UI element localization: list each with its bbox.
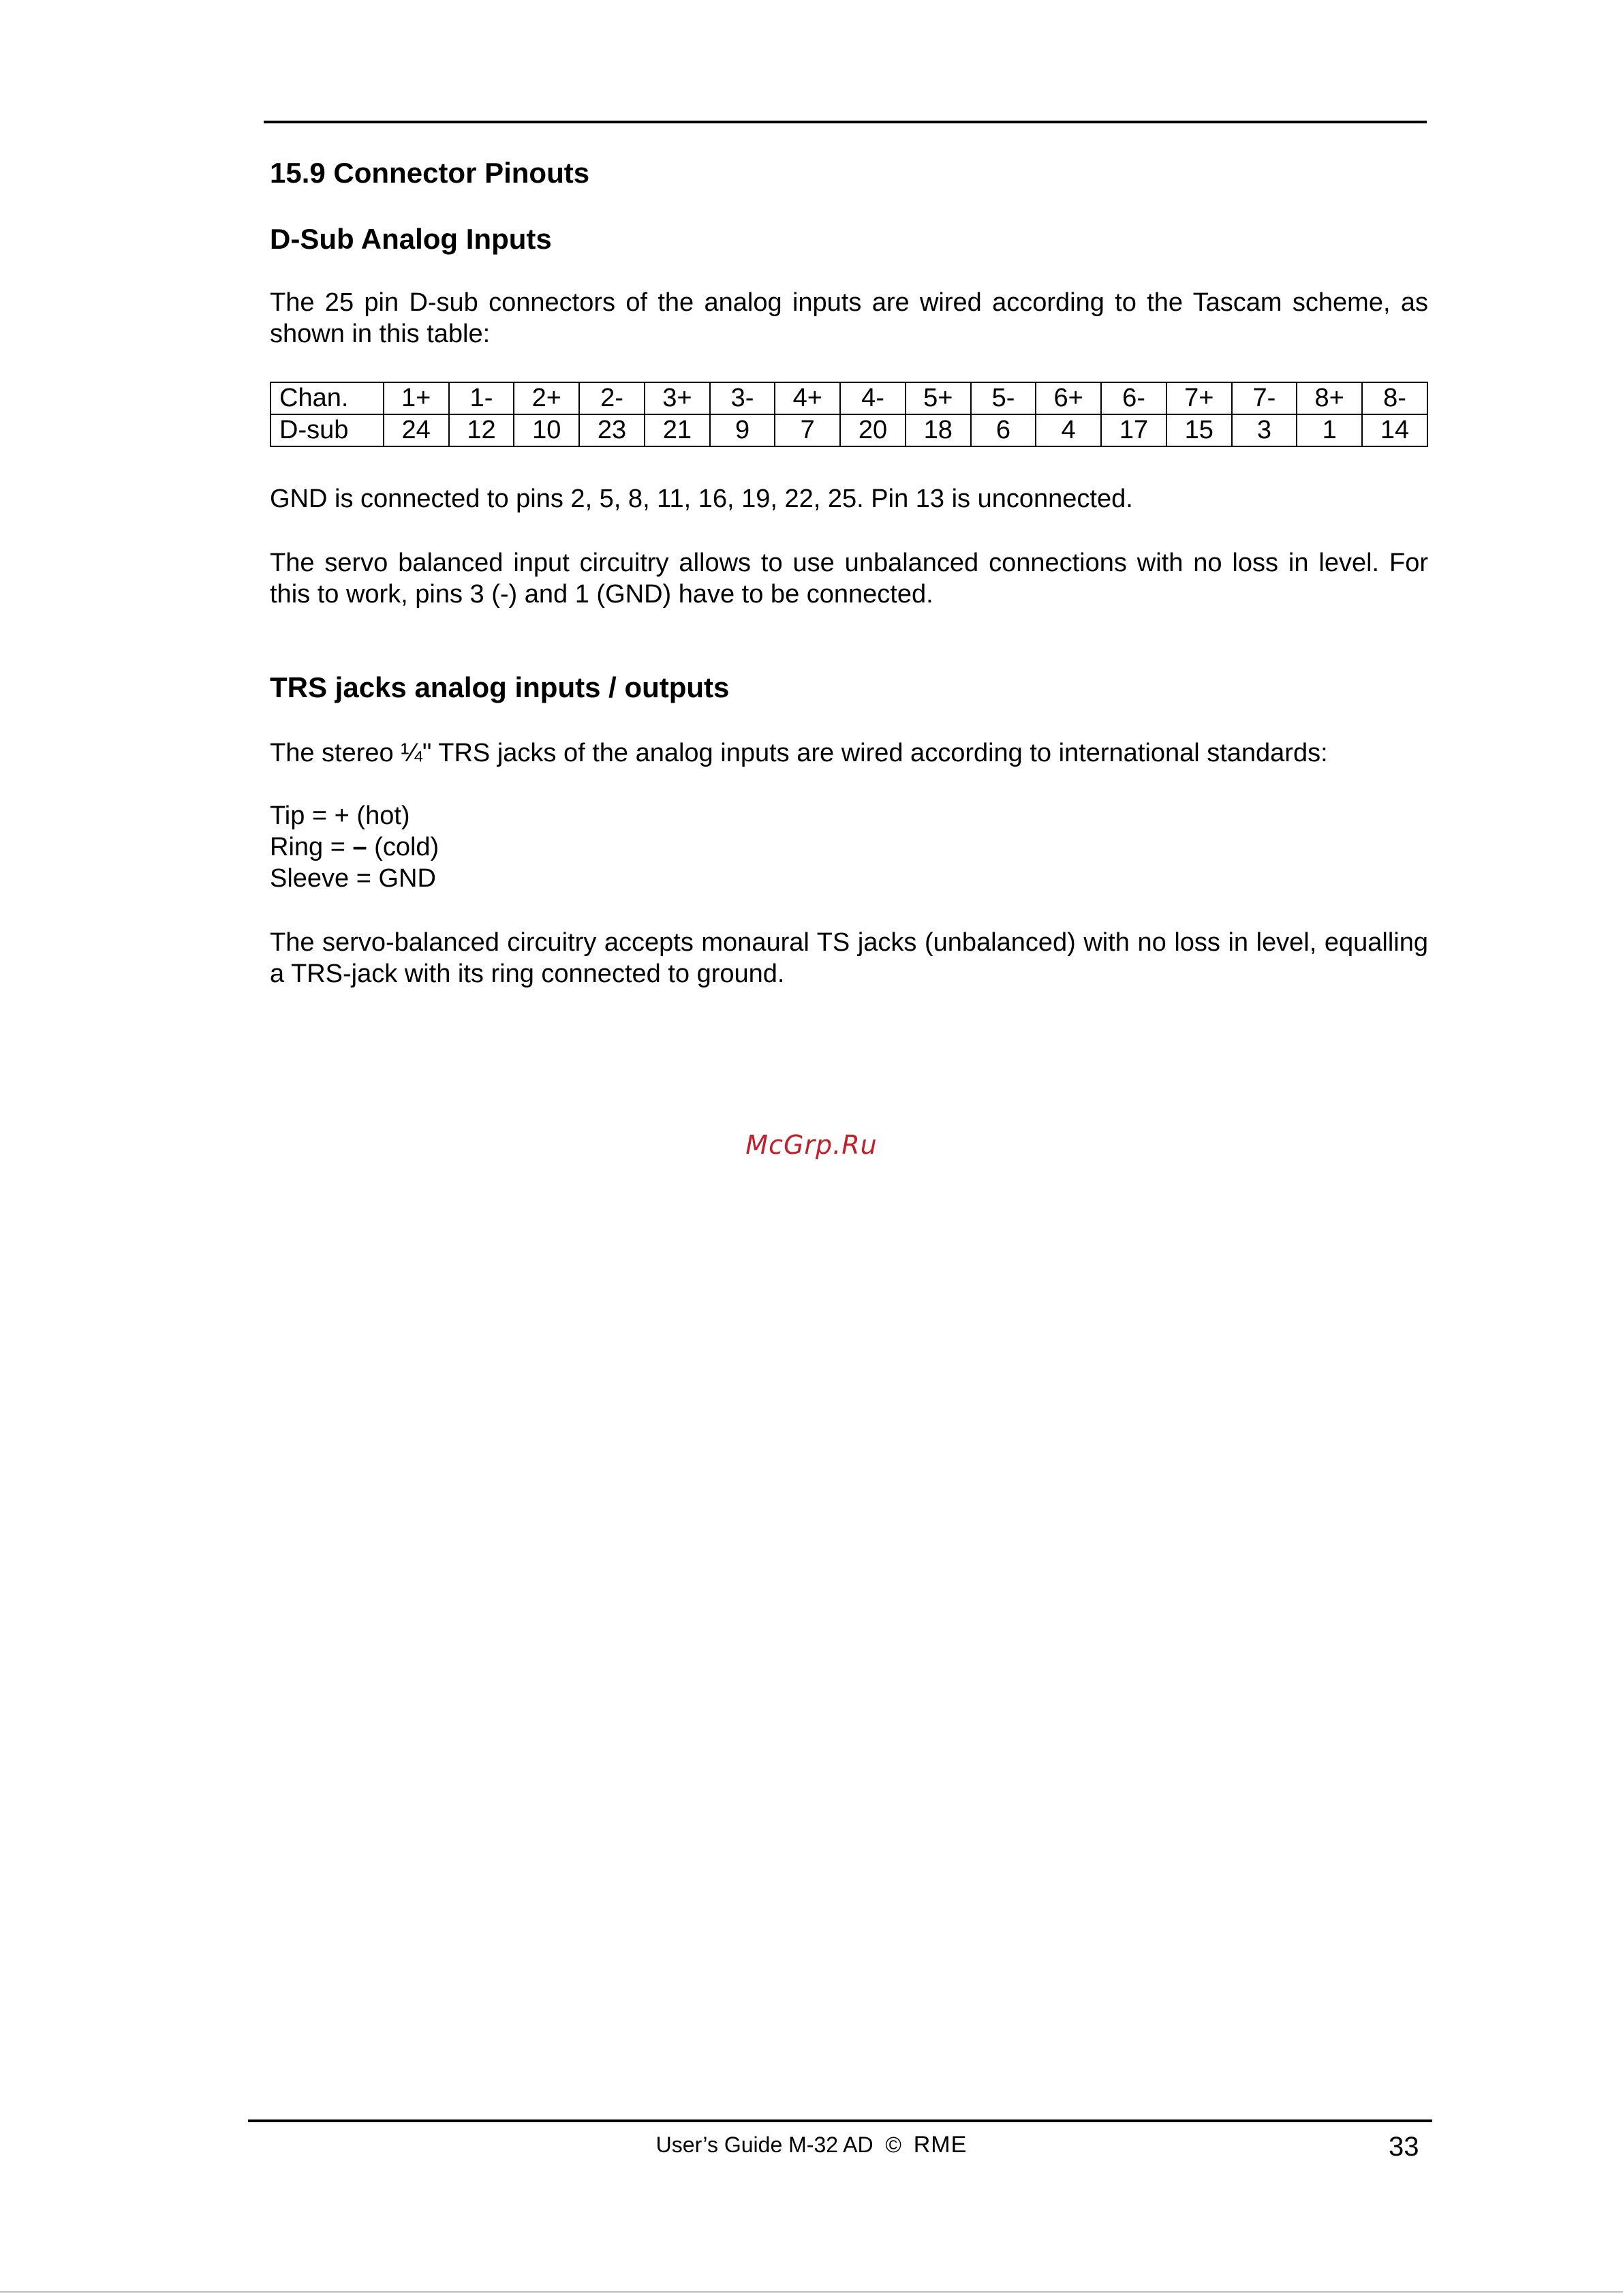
- table-cell: 2-: [579, 382, 645, 414]
- dsub-servo-paragraph: The servo balanced input circuitry allows to use unbalanced connections with no loss in level. For this to work, pins 3 (-) and 1 (GND) have to be connected.: [270, 549, 1428, 609]
- tip-wiring: Tip = + (hot): [270, 801, 410, 830]
- table-cell: 7-: [1232, 382, 1297, 414]
- table-row-channels: [270, 382, 1427, 414]
- table-cell: 5-: [971, 382, 1036, 414]
- table-cell: 5+: [906, 382, 971, 414]
- trs-intro-paragraph: The stereo ¼" TRS jacks of the analog inputs are wired according to international standards:: [270, 739, 1328, 767]
- dsub-section-title: D-Sub Analog Inputs: [270, 223, 552, 255]
- trs-servo-paragraph: The servo-balanced circuitry accepts monaural TS jacks (unbalanced) with no loss in level, equalling a TRS-jack with its ring connected to ground.: [270, 928, 1428, 988]
- table-cell: 23: [579, 414, 645, 446]
- table-cell: 3: [1232, 414, 1297, 446]
- footer-caption: [0, 2132, 1623, 2158]
- table-cell: 8+: [1297, 382, 1362, 414]
- table-cell: 4+: [775, 382, 840, 414]
- table-cell: 6+: [1036, 382, 1101, 414]
- table-cell: 21: [645, 414, 710, 446]
- table-row-header-cell: Chan.: [270, 382, 384, 414]
- ring-dash: –: [352, 833, 367, 861]
- trs-section-title: TRS jacks analog inputs / outputs: [270, 671, 730, 703]
- table-cell: 7+: [1166, 382, 1232, 414]
- table-cell: 12: [449, 414, 514, 446]
- table-cell: 1+: [384, 382, 449, 414]
- header-rule: [264, 121, 1427, 123]
- trs-wiring-list: [270, 800, 439, 894]
- table-cell: 14: [1362, 414, 1427, 446]
- table-cell: 8-: [1362, 382, 1427, 414]
- table-cell: 2+: [514, 382, 579, 414]
- table-cell: 10: [514, 414, 579, 446]
- page-number: 33: [1389, 2132, 1419, 2162]
- table-row-dsub-pins: [270, 414, 1427, 446]
- sleeve-wiring: Sleeve = GND: [270, 864, 436, 893]
- ring-wiring: [270, 831, 439, 863]
- gnd-note-paragraph: GND is connected to pins 2, 5, 8, 11, 16, 19, 22, 25. Pin 13 is unconnected.: [270, 485, 1133, 513]
- table-cell: 4: [1036, 414, 1101, 446]
- table-cell: 1: [1297, 414, 1362, 446]
- table-cell: 3+: [645, 382, 710, 414]
- ring-suffix: (cold): [367, 833, 439, 861]
- page-heading: 15.9 Connector Pinouts: [270, 157, 590, 189]
- table-cell: 15: [1166, 414, 1232, 446]
- table-cell: 7: [775, 414, 840, 446]
- table-row-header-cell: D-sub: [270, 414, 384, 446]
- table-cell: 20: [840, 414, 906, 446]
- table-cell: 3-: [710, 382, 775, 414]
- table-cell: 6: [971, 414, 1036, 446]
- dsub-pinout-table: [270, 382, 1428, 447]
- footer-guide-title: User’s Guide M-32 AD: [655, 2132, 874, 2157]
- table-cell: 1-: [449, 382, 514, 414]
- table-cell: 18: [906, 414, 971, 446]
- copyright-symbol: ©: [885, 2132, 901, 2157]
- table-cell: 9: [710, 414, 775, 446]
- table-cell: 6-: [1101, 382, 1166, 414]
- watermark-text: McGrp.Ru: [745, 1130, 878, 1160]
- table-cell: 24: [384, 414, 449, 446]
- footer-rule: [248, 2119, 1432, 2122]
- table-cell: 17: [1101, 414, 1166, 446]
- ring-prefix: Ring =: [270, 833, 353, 861]
- table-cell: 4-: [840, 382, 906, 414]
- page-bottom-edge: [0, 2291, 1623, 2293]
- dsub-intro-paragraph: The 25 pin D-sub connectors of the analog inputs are wired according to the Tascam scheme, as shown in this table:: [270, 288, 1428, 348]
- brand-logo: RME: [913, 2132, 968, 2158]
